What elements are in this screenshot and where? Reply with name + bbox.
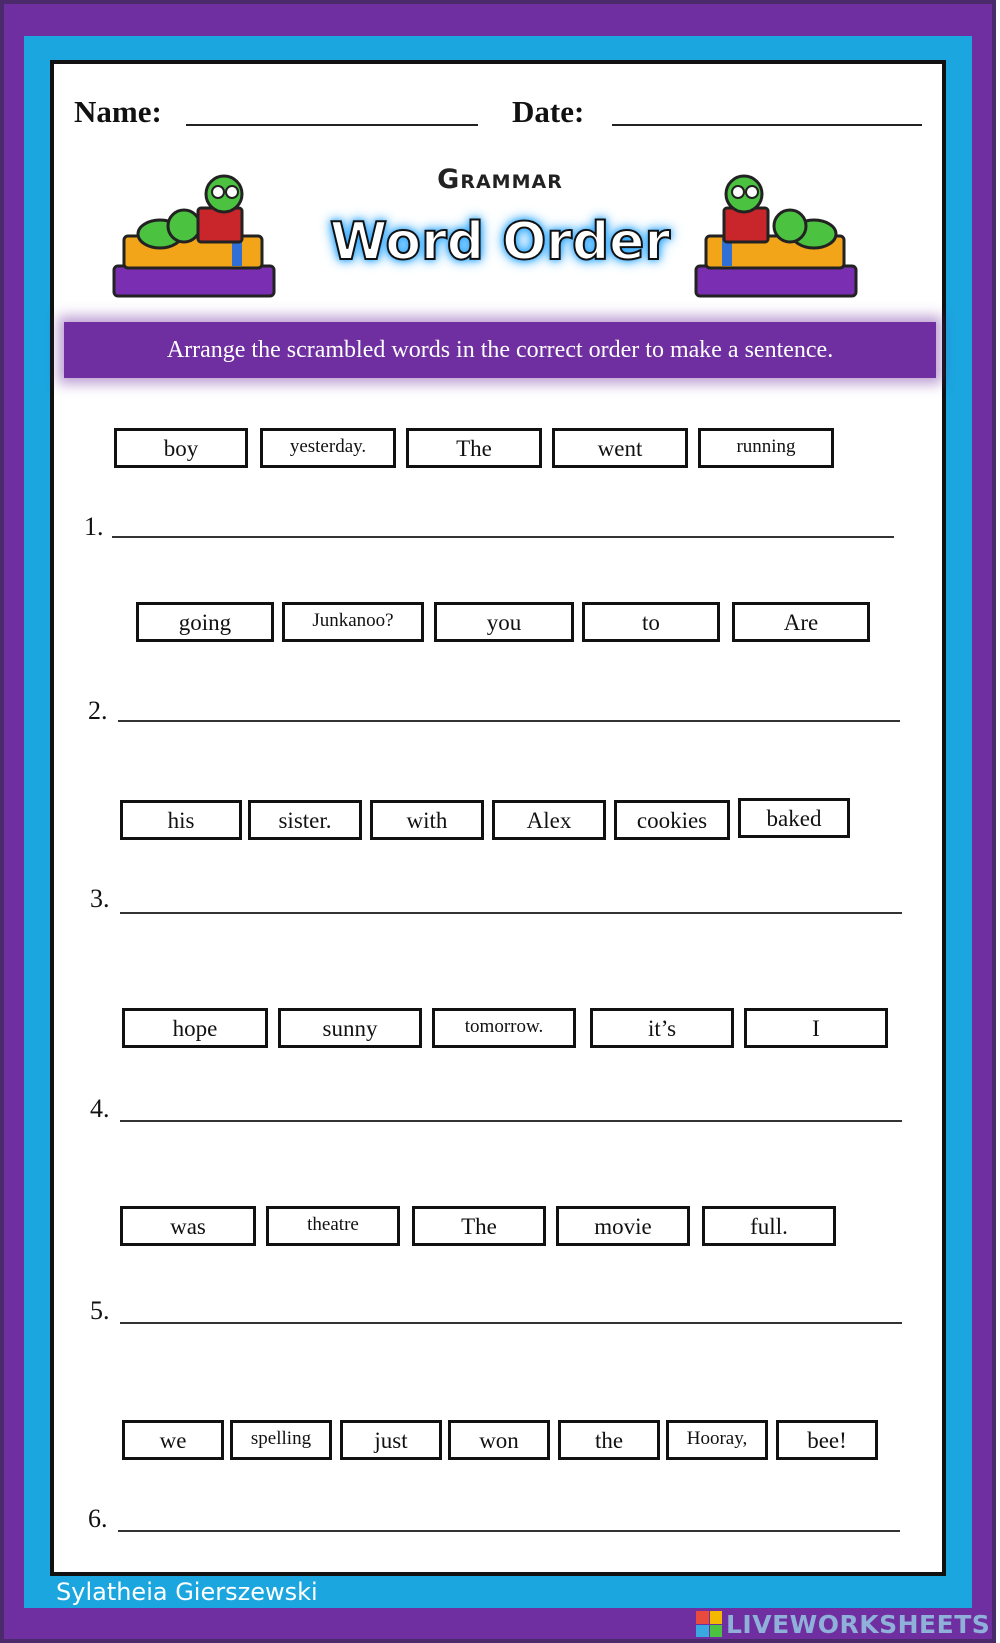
word-tile[interactable]: The	[412, 1206, 546, 1246]
word-tile[interactable]: just	[340, 1420, 442, 1460]
word-tile[interactable]: I	[744, 1008, 888, 1048]
question-number: 4.	[90, 1094, 110, 1123]
word-tile[interactable]: to	[582, 602, 720, 642]
word-tile[interactable]: yesterday.	[260, 428, 396, 468]
word-tile[interactable]: Alex	[492, 800, 606, 840]
question-number: 3.	[90, 884, 110, 913]
bookworm-right-icon	[694, 174, 864, 302]
liveworksheets-logo-icon	[696, 1611, 722, 1637]
author-credit: Sylatheia Gierszewski	[56, 1578, 318, 1606]
word-tile[interactable]: movie	[556, 1206, 690, 1246]
answer-line[interactable]	[118, 720, 900, 722]
word-tile[interactable]: sister.	[248, 800, 362, 840]
word-tile[interactable]: it’s	[590, 1008, 734, 1048]
answer-line[interactable]	[112, 536, 894, 538]
word-tile[interactable]: bee!	[776, 1420, 878, 1460]
word-tile[interactable]: Junkanoo?	[282, 602, 424, 642]
word-tile[interactable]: tomorrow.	[432, 1008, 576, 1048]
instruction-banner: Arrange the scrambled words in the correct order to make a sentence.	[64, 322, 936, 378]
question-number: 2.	[88, 696, 108, 725]
question-number: 6.	[88, 1504, 108, 1533]
watermark	[696, 1608, 990, 1640]
word-tile[interactable]: baked	[738, 798, 850, 838]
word-tile[interactable]: Hooray,	[666, 1420, 768, 1460]
word-tile[interactable]: boy	[114, 428, 248, 468]
worksheet-title: Word Order	[329, 212, 671, 272]
word-tile[interactable]: his	[120, 800, 242, 840]
word-tile[interactable]: The	[406, 428, 542, 468]
word-tile[interactable]: was	[120, 1206, 256, 1246]
answer-line[interactable]	[120, 1322, 902, 1324]
name-field[interactable]	[186, 124, 478, 126]
word-tile[interactable]: you	[434, 602, 574, 642]
name-label: Name:	[74, 94, 162, 129]
watermark-text: LIVEWORKSHEETS	[726, 1609, 991, 1639]
word-tile[interactable]: spelling	[230, 1420, 332, 1460]
word-tile[interactable]: with	[370, 800, 484, 840]
date-label: Date:	[512, 94, 585, 129]
word-tile[interactable]: the	[558, 1420, 660, 1460]
word-tile[interactable]: going	[136, 602, 274, 642]
word-tile[interactable]: we	[122, 1420, 224, 1460]
word-tile[interactable]: running	[698, 428, 834, 468]
question-number: 1.	[84, 512, 104, 541]
word-tile[interactable]: won	[448, 1420, 550, 1460]
question-number: 5.	[90, 1296, 110, 1325]
bookworm-left-icon	[112, 174, 282, 302]
word-tile[interactable]: went	[552, 428, 688, 468]
word-tile[interactable]: full.	[702, 1206, 836, 1246]
word-tile[interactable]: theatre	[266, 1206, 400, 1246]
word-tile[interactable]: hope	[122, 1008, 268, 1048]
answer-line[interactable]	[120, 912, 902, 914]
word-tile[interactable]: cookies	[614, 800, 730, 840]
answer-line[interactable]	[118, 1530, 900, 1532]
subject-label: Grammar	[437, 164, 563, 195]
word-tile[interactable]: Are	[732, 602, 870, 642]
answer-line[interactable]	[120, 1120, 902, 1122]
date-field[interactable]	[612, 124, 922, 126]
word-tile[interactable]: sunny	[278, 1008, 422, 1048]
